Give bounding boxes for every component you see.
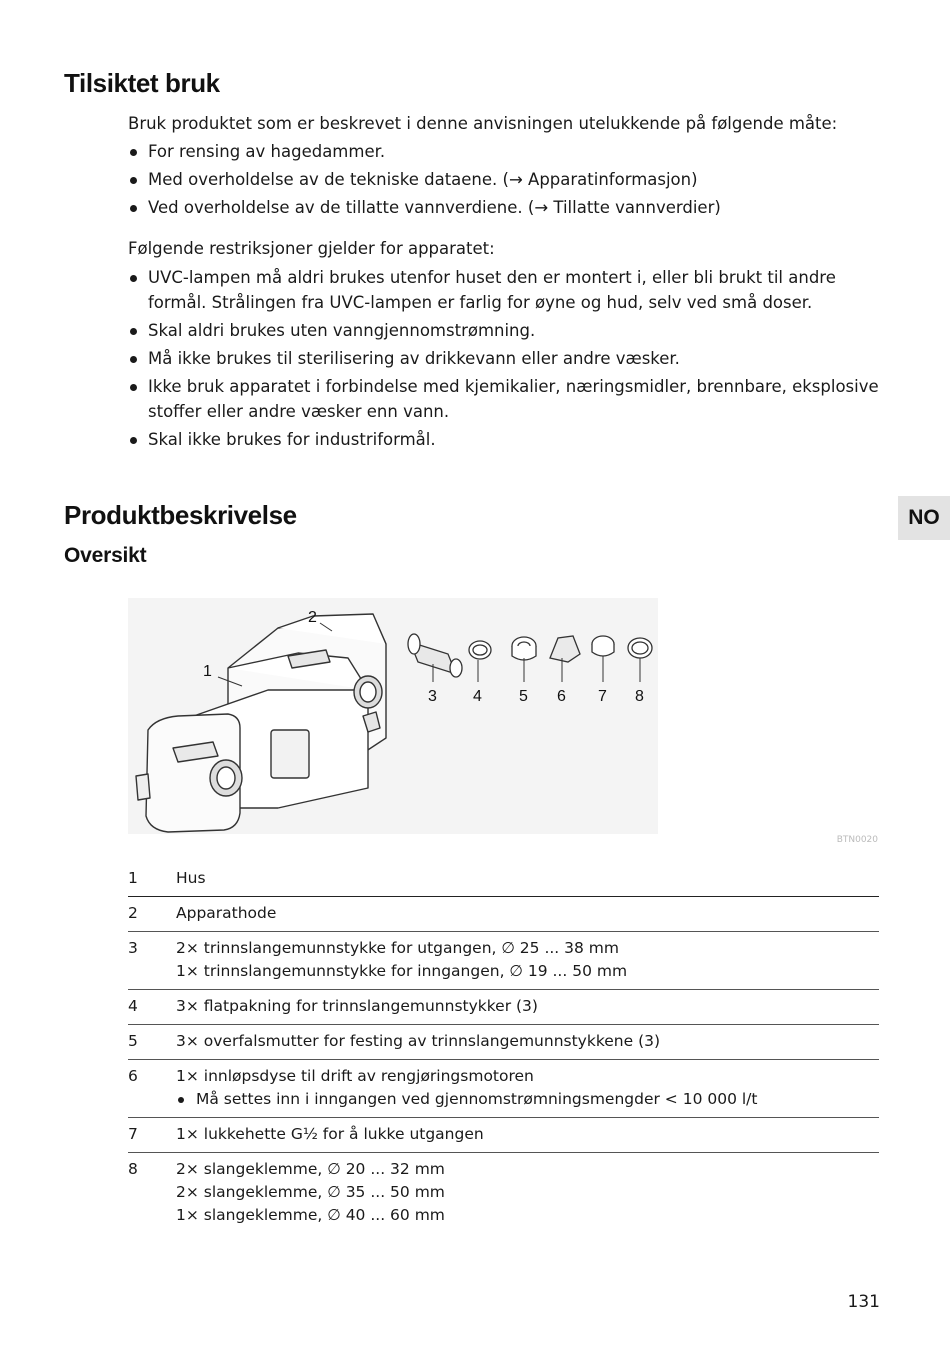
figure-code: BTN0020 (836, 835, 878, 845)
legend-description (176, 1025, 879, 1060)
restrictions-list (128, 265, 888, 452)
legend-number: 2 (128, 904, 138, 922)
callout-5: 5 (519, 688, 528, 705)
legend-line: 1× trinnslangemunnstykke for inngangen, ∅ 19 ... 50 mm (176, 962, 628, 980)
legend-line: Hus (176, 869, 206, 887)
legend-number: 5 (128, 1032, 138, 1050)
language-tab: NO (898, 496, 950, 540)
legend-line: 3× overfalsmutter for festing av trinnslangemunnstykkene (3) (176, 1032, 661, 1050)
legend-line: 1× slangeklemme, ∅ 40 ... 60 mm (176, 1206, 445, 1224)
legend-number: 7 (128, 1125, 138, 1143)
legend-number: 6 (128, 1067, 138, 1085)
table-row (128, 1025, 879, 1060)
uses-list (128, 139, 888, 220)
parts-legend-table (128, 862, 879, 1233)
legend-line: 1× innløpsdyse til drift av rengjøringsmotoren (176, 1067, 534, 1085)
table-row (128, 862, 879, 897)
table-row (128, 1153, 879, 1234)
legend-number: 3 (128, 939, 138, 957)
table-row (128, 1118, 879, 1153)
list-item: UVC-lampen må aldri brukes utenfor huset den er montert i, eller bli brukt til andre formål. Strålingen fra UVC-lampen er farlig for øyne og hud, selv ved små doser. (128, 265, 888, 315)
section-title-product-description: Produktbeskrivelse (64, 500, 297, 530)
list-item: Må ikke brukes til sterilisering av drikkevann eller andre væsker. (128, 346, 888, 371)
table-row (128, 990, 879, 1025)
legend-line: 2× slangeklemme, ∅ 35 ... 50 mm (176, 1183, 445, 1201)
table-row (128, 897, 879, 932)
legend-number: 8 (128, 1160, 138, 1178)
legend-description (176, 932, 879, 990)
callout-1: 1 (203, 663, 212, 680)
list-item: Ikke bruk apparatet i forbindelse med kjemikalier, næringsmidler, brennbare, eksplosive stoffer eller andre væsker enn vann. (128, 374, 888, 424)
legend-description (176, 1060, 879, 1118)
legend-description (176, 862, 879, 897)
list-item: For rensing av hagedammer. (128, 139, 888, 164)
legend-line: 2× slangeklemme, ∅ 20 ... 32 mm (176, 1160, 445, 1178)
list-item: Skal ikke brukes for industriformål. (128, 427, 888, 452)
legend-number: 4 (128, 997, 138, 1015)
list-item: Skal aldri brukes uten vanngjennomstrømning. (128, 318, 888, 343)
list-item: Ved overholdelse av de tillatte vannverdiene. (→ Tillatte vannverdier) (128, 195, 888, 220)
table-row (128, 1060, 879, 1118)
legend-number: 1 (128, 869, 138, 887)
callout-8: 8 (635, 688, 644, 705)
legend-line: 3× flatpakning for trinnslangemunnstykker (3) (176, 997, 538, 1015)
legend-description (176, 1153, 879, 1234)
callout-6: 6 (557, 688, 566, 705)
callout-2: 2 (308, 609, 317, 626)
legend-description (176, 897, 879, 932)
legend-bullet: Må settes inn i inngangen ved gjennomstrømningsmengder < 10 000 l/t (176, 1088, 879, 1111)
callout-3: 3 (428, 688, 437, 705)
section-title-intended-use: Tilsiktet bruk (64, 68, 220, 98)
table-row (128, 932, 879, 990)
legend-description (176, 1118, 879, 1153)
intended-use-intro: Bruk produktet som er beskrevet i denne anvisningen utelukkende på følgende måte: (128, 114, 838, 133)
intended-use-body (128, 111, 888, 452)
legend-description (176, 990, 879, 1025)
legend-line: 2× trinnslangemunnstykke for utgangen, ∅ 25 ... 38 mm (176, 939, 620, 957)
callout-7: 7 (598, 688, 607, 705)
product-overview-illustration (128, 598, 658, 834)
restrictions-intro: Følgende restriksjoner gjelder for apparatet: (128, 239, 495, 258)
legend-line: 1× lukkehette G½ for å lukke utgangen (176, 1125, 484, 1143)
list-item: Med overholdelse av de tekniske dataene. (→ Apparatinformasjon) (128, 167, 888, 192)
subsection-title-overview: Oversikt (64, 544, 147, 567)
page-number: 131 (847, 1292, 880, 1312)
legend-line: Apparathode (176, 904, 277, 922)
callout-4: 4 (473, 688, 482, 705)
